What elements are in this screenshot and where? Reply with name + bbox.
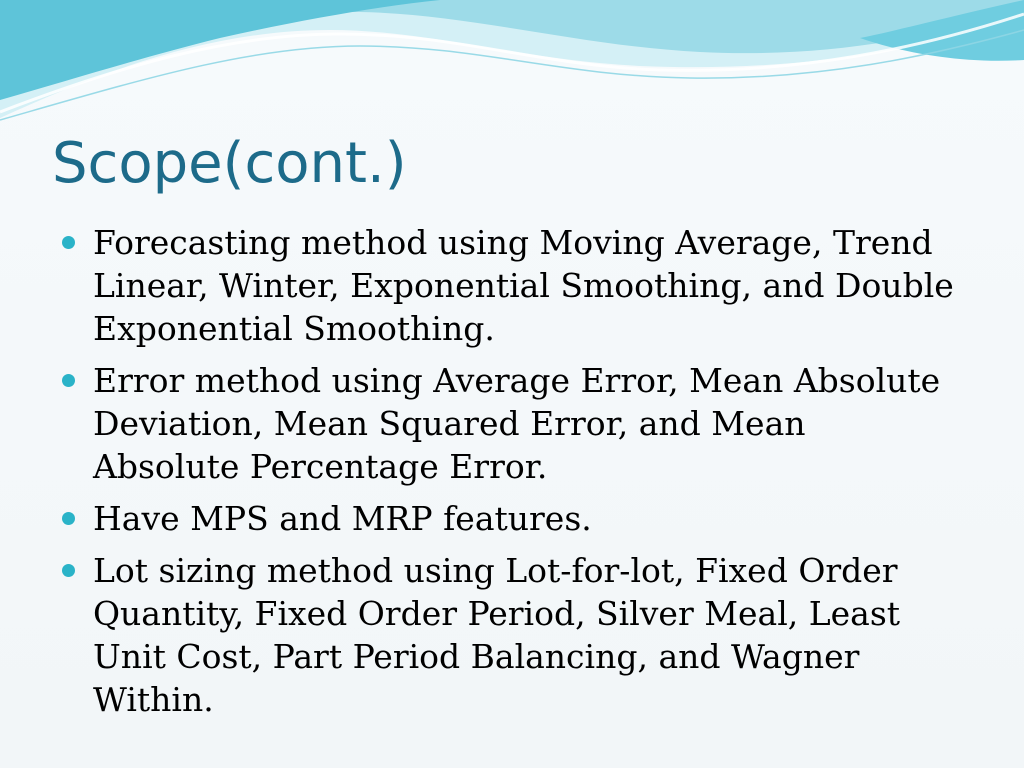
bullet-icon (62, 512, 75, 525)
bullet-item-lot-sizing (62, 549, 962, 721)
bullet-list (62, 221, 962, 730)
bullet-text: Forecasting method using Moving Average, Trend Linear, Winter, Exponential Smoothing, and Double Exponential Smoothing. (93, 223, 954, 348)
bullet-item-forecasting (62, 221, 962, 350)
header-wave-decoration (0, 0, 1024, 130)
bullet-text: Error method using Average Error, Mean Absolute Deviation, Mean Squared Error, and Mean Absolute Percentage Error. (93, 361, 941, 486)
bullet-item-error-method (62, 359, 962, 488)
bullet-item-mps-mrp (62, 497, 962, 540)
slide-title: Scope(cont.) (52, 131, 407, 196)
bullet-text: Have MPS and MRP features. (93, 499, 592, 538)
bullet-text: Lot sizing method using Lot-for-lot, Fixed Order Quantity, Fixed Order Period, Silver Meal, Least Unit Cost, Part Period Balancing, and Wagner Within. (93, 551, 901, 719)
bullet-icon (62, 374, 75, 387)
bullet-icon (62, 236, 75, 249)
bullet-icon (62, 564, 75, 577)
